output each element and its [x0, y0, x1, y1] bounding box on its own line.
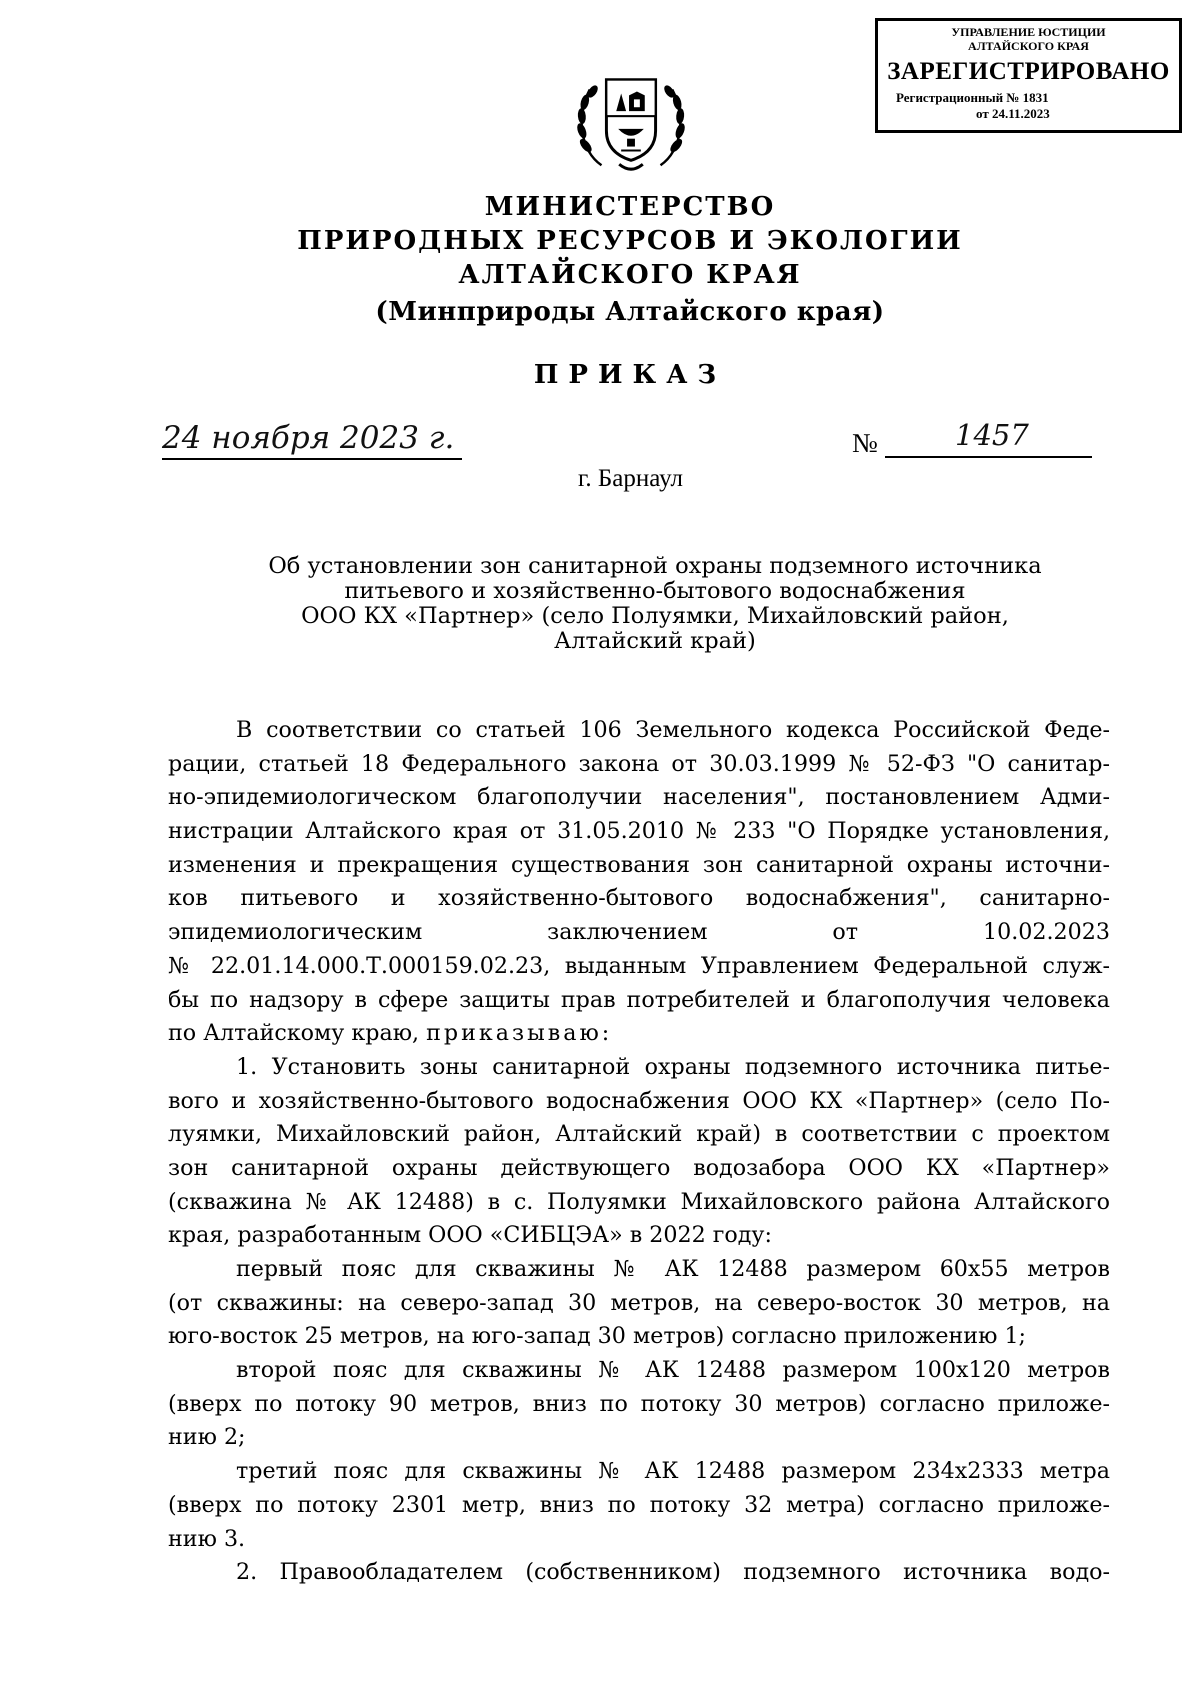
- body-line: (от скважины: на северо-запад 30 метров, на северо-восток 30 метров, на: [168, 1289, 1110, 1316]
- ministry-title-line3: АЛТАЙСКОГО КРАЯ: [458, 260, 802, 290]
- order-subject: [260, 554, 1050, 654]
- body-line: В соответствии со статьей 106 Земельного кодекса Российской Феде-: [236, 717, 1110, 743]
- order-body: [168, 714, 1110, 1590]
- order-title: ПРИКАЗ: [533, 360, 727, 390]
- subject-line: Об установлении зон санитарной охраны подземного источника: [268, 553, 1042, 579]
- order-number-underline: [885, 456, 1092, 458]
- coat-of-arms-icon: [572, 62, 690, 180]
- body-line: (вверх по потоку 90 метров, вниз по потоку 30 метров) согласно приложе-: [168, 1390, 1110, 1417]
- handwritten-order-number: 1457: [955, 418, 1029, 452]
- stamp-status: ЗАРЕГИСТРИРОВАНО: [887, 58, 1170, 85]
- subject-line: питьевого и хозяйственно-бытового водоснабжения: [344, 578, 966, 604]
- body-line: второй пояс для скважины № АК 12488 размером 100х120 метров: [236, 1357, 1110, 1384]
- subject-line: Алтайский край): [554, 628, 756, 654]
- city: г. Барнаул: [578, 465, 683, 492]
- order-verb: приказываю:: [426, 1020, 613, 1047]
- body-line: юго-восток 25 метров, на юго-запад 30 метров) согласно приложению 1;: [168, 1323, 1027, 1350]
- ministry-title-line2: ПРИРОДНЫХ РЕСУРСОВ И ЭКОЛОГИИ: [297, 226, 963, 256]
- body-line: нистрации Алтайского края от 31.05.2010 № 233 "О Порядке установления,: [168, 818, 1110, 845]
- subject-line: ООО КХ «Партнер» (село Полуямки, Михайловский район,: [301, 603, 1009, 629]
- body-line: рации, статьей 18 Федерального закона от 30.03.1999 № 52-ФЗ "О санитар-: [168, 750, 1110, 777]
- handwritten-date: 24 ноября 2023 г.: [162, 420, 462, 460]
- body-line: края, разработанным ООО «СИБЦЭА» в 2022 году:: [168, 1222, 772, 1249]
- body-line: [168, 1017, 1110, 1051]
- stamp-authority: [878, 25, 1179, 53]
- body-line: 2. Правообладателем (собственником) подземного источника водо-: [236, 1559, 1110, 1586]
- body-line: нию 2;: [168, 1424, 246, 1451]
- ministry-short-name: (Минприроды Алтайского края): [375, 297, 885, 327]
- body-line: зон санитарной охраны действующего водозабора ООО КХ «Партнер»: [168, 1154, 1110, 1181]
- body-line: 1. Установить зоны санитарной охраны подземного источника питье-: [236, 1053, 1110, 1080]
- ministry-title-line1: МИНИСТЕРСТВО: [484, 192, 776, 222]
- stamp-reg-number: Регистрационный № 1831: [896, 90, 1049, 105]
- body-line: нию 3.: [168, 1525, 246, 1552]
- body-line: эпидемиологическим заключением от 10.02.2023: [168, 919, 1110, 946]
- body-line: первый пояс для скважины № АК 12488 размером 60х55 метров: [236, 1256, 1110, 1282]
- body-line: (вверх по потоку 2301 метр, вниз по потоку 32 метра) согласно приложе-: [168, 1491, 1110, 1518]
- body-line: луямки, Михайловский район, Алтайский край) в соответствии с проектом: [168, 1121, 1110, 1148]
- stamp-authority-line2: АЛТАЙСКОГО КРАЯ: [968, 39, 1089, 53]
- body-line: третий пояс для скважины № АК 12488 размером 234х2333 метра: [236, 1458, 1110, 1485]
- stamp-authority-line1: УПРАВЛЕНИЕ ЮСТИЦИИ: [951, 25, 1106, 39]
- body-line: бы по надзору в сфере защиты прав потребителей и благополучия человека: [168, 986, 1110, 1013]
- registration-stamp: [875, 18, 1182, 133]
- body-line: изменения и прекращения существования зон санитарной охраны источни-: [168, 851, 1110, 878]
- stamp-reg-date: от 24.11.2023: [976, 106, 1050, 121]
- body-line: № 22.01.14.000.Т.000159.02.23, выданным Управлением Федеральной служ-: [168, 952, 1110, 979]
- body-line: (скважина № АК 12488) в с. Полуямки Михайловского района Алтайского: [168, 1188, 1110, 1215]
- body-line: ков питьевого и хозяйственно-бытового водоснабжения", санитарно-: [168, 885, 1110, 912]
- order-number-label: №: [852, 428, 878, 458]
- body-line: вого и хозяйственно-бытового водоснабжения ООО КХ «Партнер» (село По-: [168, 1087, 1110, 1114]
- body-text-prefix: по Алтайскому краю,: [168, 1020, 420, 1047]
- body-line: но-эпидемиологическом благополучии населения", постановлением Адми-: [168, 784, 1110, 811]
